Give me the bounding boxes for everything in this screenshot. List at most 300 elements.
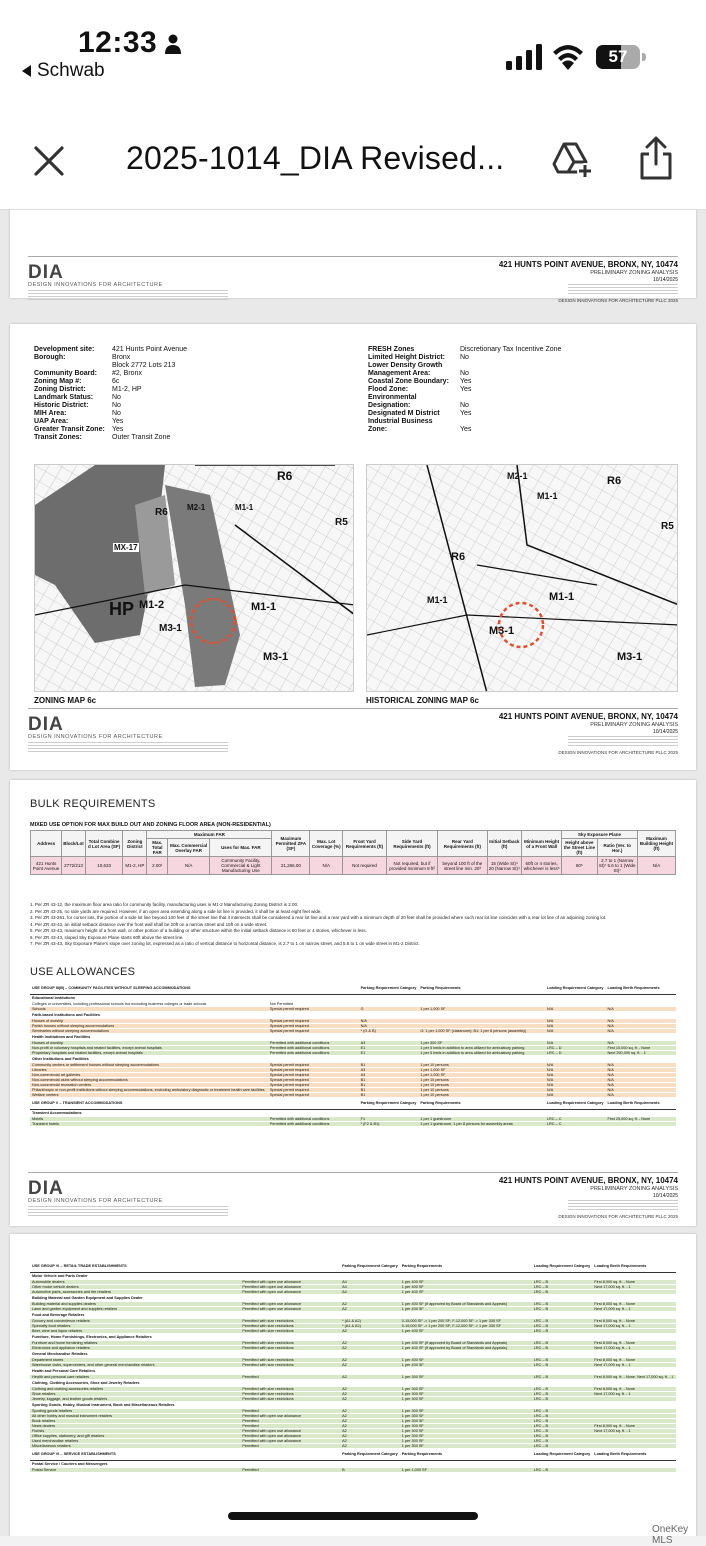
use-cell: Loading Berth Requirements — [592, 1448, 676, 1460]
use-cell: Postal Service / Couriers and Messengers — [30, 1460, 240, 1467]
back-arrow-icon — [22, 65, 31, 77]
map-label: M1-1 — [251, 601, 277, 613]
map-label: M3-1 — [263, 651, 289, 663]
use-cell: * (A1 & A2) — [340, 1318, 400, 1323]
use-cell: Special permit required — [268, 1092, 359, 1097]
use-cell: News dealers — [30, 1423, 240, 1428]
use-cell: LRC – B — [532, 1323, 593, 1328]
use-cell: Permitted with open use allowance — [240, 1289, 340, 1294]
use-cell: LRC – B — [532, 1340, 593, 1345]
use-cell: A2 — [340, 1374, 400, 1379]
page-footer — [28, 710, 678, 762]
use-cell: Parking Requirement Category — [340, 1448, 400, 1460]
use-cell: LRC – B — [532, 1396, 593, 1401]
use-cell: 1 per 1,000 SF — [400, 1467, 532, 1472]
use-cell: Permitted — [240, 1374, 340, 1379]
use-cell: A2 — [340, 1428, 400, 1433]
use-cell: Building material and supplies dealers — [30, 1301, 240, 1306]
use-cell: LRC – B — [532, 1386, 593, 1391]
use-cell: N/A — [605, 1023, 676, 1028]
use-cell: Next 17,000 sq. ft. - 1 — [592, 1391, 676, 1396]
use-cell: Permitted — [240, 1418, 340, 1423]
use-cell: Special permit required — [268, 1023, 359, 1028]
use-cell: A2 — [340, 1413, 400, 1418]
use-cell: Permitted — [240, 1443, 340, 1448]
use-cell: First 8,000 sq. ft. - None — [592, 1318, 676, 1323]
use-cell: First 8,000 sq. ft. - None — [592, 1279, 676, 1284]
bulk-group-header: Sky Exposure Plane — [562, 831, 638, 839]
back-app-label: Schwab — [37, 60, 105, 81]
use-cell: LRC – B — [532, 1413, 593, 1418]
use-cell: 1 per 10 persons — [418, 1087, 545, 1092]
use-cell: USE GROUP V – TRANSIENT ACCOMMODATIONS — [30, 1097, 268, 1109]
use-cell: Parish houses without sleeping accommodations — [30, 1023, 268, 1028]
use-cell: Permitted with size restrictions — [240, 1340, 340, 1345]
use-cell: 1 per 400 SF (If approved by Board of Standards and Appeals) — [400, 1301, 532, 1306]
use-cell: N/A — [605, 1077, 676, 1082]
copyright: DESIGN INNOVATIONS FOR ARCHITECTURE PLLC 2025 — [558, 298, 678, 303]
use-cell: Automobile dealers — [30, 1279, 240, 1284]
site-info-key: Lower Density Growth — [368, 362, 443, 369]
map-label: M3-1 — [617, 651, 643, 663]
use-cell — [532, 1272, 593, 1279]
use-cell — [418, 1033, 545, 1040]
use-cell: 1 per 300 SF — [400, 1408, 532, 1413]
use-cell — [268, 1109, 359, 1116]
use-cell: N/A — [605, 1028, 676, 1033]
use-cell: 1 per 300 SF — [400, 1386, 532, 1391]
use-cell: Next 17,000 sq. ft. - 1 — [592, 1428, 676, 1433]
use-cell: B1 — [359, 1082, 419, 1087]
use-cell: 0-15,000 SF -> 1 per 200 SF; F-12,000 SF -> 1 per 330 SF — [400, 1323, 532, 1328]
use-cell: LRC – B — [532, 1289, 593, 1294]
site-info-key: Borough: — [34, 354, 66, 361]
bulk-header: Uses for Max. FAR — [210, 839, 272, 857]
use-cell: Houses of worship — [30, 1018, 268, 1023]
use-cell: Special permit required — [268, 1087, 359, 1092]
use-cell — [532, 1379, 593, 1386]
use-cell: Clothing and clothing accessories retailers — [30, 1386, 240, 1391]
use-cell: Next 17,000 sq. ft. - 1 — [592, 1362, 676, 1367]
use-cell: Permitted with size restrictions — [240, 1396, 340, 1401]
site-info-key: Community Board: — [34, 370, 97, 377]
use-cell: N/A — [545, 1023, 606, 1028]
use-cell: Permitted with size restrictions — [240, 1357, 340, 1362]
use-cell: First 8,000 sq. ft. - None — [592, 1423, 676, 1428]
use-cell: 1 per 300 SF — [400, 1428, 532, 1433]
bulk-cell: 60ft or 4 stories, whichever is less⁵ — [522, 857, 562, 875]
use-cell — [592, 1460, 676, 1467]
use-cell: N/A — [605, 1006, 676, 1011]
use-group-header — [30, 1097, 676, 1109]
use-cell: Sporting Goods, Hobby, Musical Instrument, Book and Miscellaneous Retailers — [30, 1401, 240, 1408]
use-cell: N/A — [545, 1082, 606, 1087]
site-info-key: Greater Transit Zone: — [34, 426, 105, 433]
use-cell: N/A — [359, 1023, 419, 1028]
use-cell: USE GROUP VI – RETAIL TRADE ESTABLISHMENTS — [30, 1260, 240, 1272]
use-cell: Faith-based Institutions and Facilities — [30, 1011, 268, 1018]
use-cell: Health and Personal Care Retailers — [30, 1367, 240, 1374]
use-cell: Book retailers — [30, 1418, 240, 1423]
use-cell: Shoe retailers — [30, 1391, 240, 1396]
use-cell: Not Permitted — [268, 1001, 359, 1006]
pdf-viewer[interactable] — [0, 210, 706, 1536]
bulk-note: 7. Per ZR 43-43, Sky Exposure Plane's slope over zoning lot, expressed as a ratio of vertical distance to horizontal distance, is 2.7 to 1 on narrow street, and 5.6 to 1 on wide street in M1-2 District. — [30, 941, 420, 946]
use-cell: A4 — [340, 1279, 400, 1284]
use-cell: N/A — [545, 1072, 606, 1077]
use-cell: 1 per 300 SF — [400, 1443, 532, 1448]
use-cell: 1 per 400 SF — [400, 1279, 532, 1284]
map-label: M3-1 — [159, 623, 182, 634]
use-cell: Loading Requirement Category — [545, 1097, 606, 1109]
use-cell — [400, 1401, 532, 1408]
use-cell — [240, 1333, 340, 1340]
use-cell: E1 — [359, 1045, 419, 1050]
map-label: HP — [109, 599, 135, 619]
use-cell: Non-commercial recreation centers — [30, 1082, 268, 1087]
use-cell: Parking Requirement Category — [340, 1260, 400, 1272]
page-footer — [28, 1174, 678, 1226]
bulk-note: 2. Per ZR 43-25, no side yards are required. However, if an open area extending along a side lot line is provided, it shall be at least eight feet wide. — [30, 908, 322, 914]
site-info-key: MIH Area: — [34, 410, 67, 417]
use-cell — [400, 1379, 532, 1386]
use-cell — [545, 994, 606, 1001]
use-category-row — [30, 1367, 676, 1374]
use-cell — [240, 1379, 340, 1386]
use-category-row — [30, 1011, 676, 1018]
use-cell — [592, 1311, 676, 1318]
use-cell: A2 — [340, 1396, 400, 1401]
use-cell: B — [340, 1467, 400, 1472]
bulk-cell: 21,266.00 — [272, 857, 310, 875]
bulk-note: 4. Per ZR 43-43, an initial setback distance over the front wall shall be 20ft on a narrow street and 15ft on a wide street. — [30, 921, 268, 927]
use-cell: Permitted with additional conditions — [268, 1050, 359, 1055]
bulk-cell: 421 Hunts Point Avenue — [31, 857, 62, 875]
bulk-header: Ratio (Ver. to Hor.) — [597, 839, 637, 857]
use-group-header — [30, 1260, 676, 1272]
project-address: 421 HUNTS POINT AVENUE, BRONX, NY, 10474 — [498, 260, 678, 269]
bulk-cell: 10,633 — [85, 857, 123, 875]
use-cell: Food and Beverage Retailers — [30, 1311, 240, 1318]
bulk-cell: beyond 100 ft of the street line min. 20³ — [438, 857, 487, 875]
bulk-header: Maximum Permitted ZFA (SF) — [272, 831, 310, 857]
site-info-row — [34, 386, 254, 394]
use-cell: LRC – B — [532, 1284, 593, 1289]
firm-subtitle: DESIGN INNOVATIONS FOR ARCHITECTURE — [28, 1198, 163, 1204]
use-cell: 1 per 400 SF — [400, 1328, 532, 1333]
bulk-note: 6. Per ZR 43-43, sloped Sky Exposure Plane starts 60ft above the street line. — [30, 934, 184, 940]
use-cell: 1 per 10 persons — [418, 1082, 545, 1087]
use-cell: 1 per 1,000 SF — [418, 1006, 545, 1011]
site-info-value: No — [460, 402, 469, 409]
back-to-app-link[interactable] — [22, 60, 105, 82]
map-label: R5 — [335, 517, 348, 528]
site-info-value: Yes — [112, 426, 124, 433]
person-icon — [164, 34, 182, 54]
use-cell: Postal Service — [30, 1467, 240, 1472]
use-category-row — [30, 1401, 676, 1408]
site-info-key: Designation: — [368, 402, 411, 409]
use-group-header — [30, 1448, 676, 1460]
bulk-group-header: Maximum FAR — [147, 831, 272, 839]
use-cell — [240, 1367, 340, 1374]
map-label: R6 — [277, 469, 293, 483]
use-cell: Lawn and garden equipment and supplies retailers — [30, 1306, 240, 1311]
use-cell — [605, 1033, 676, 1040]
use-cell: Permitted with size restrictions — [240, 1391, 340, 1396]
use-cell: 1 per 5 beds in addition to area utilized for ambulatory parking — [418, 1045, 545, 1050]
historical-map-caption: HISTORICAL ZONING MAP 6c — [366, 696, 479, 705]
use-cell — [268, 1033, 359, 1040]
site-info-key: Industrial Business — [368, 418, 433, 425]
use-cell: Furniture, Home Furnishings, Electronics, and Appliance Retailers — [30, 1333, 240, 1340]
map-label: M1-1 — [549, 591, 575, 603]
use-row — [30, 1467, 676, 1472]
use-cell: 1 per 300 SF — [400, 1423, 532, 1428]
use-cell: Jewelry, luggage, and leather goods retailers — [30, 1396, 240, 1401]
page-footer — [28, 258, 678, 310]
use-cell: LRC – D — [545, 1050, 606, 1055]
use-cell — [268, 1011, 359, 1018]
use-cell: LRC – B — [532, 1328, 593, 1333]
use-cell: Non-profit or voluntary hospitals and related facilities, except animal hospitals — [30, 1045, 268, 1050]
use-cell: Permitted with open use allowance — [240, 1413, 340, 1418]
use-cell: 1 per 300 SF — [400, 1418, 532, 1423]
site-info-left — [34, 346, 254, 442]
site-info-value: No — [112, 410, 121, 417]
map-label: M1-2 — [139, 599, 165, 611]
use-cell: Permitted with open use allowance — [240, 1428, 340, 1433]
use-cell: LRC – B — [532, 1418, 593, 1423]
use-cell: Permitted with additional conditions — [268, 1121, 359, 1126]
use-cell: LRC – B — [532, 1301, 593, 1306]
use-cell: Non-commercial art galleries — [30, 1072, 268, 1077]
close-icon[interactable] — [32, 144, 66, 178]
zoning-map-caption: ZONING MAP 6c — [34, 696, 97, 705]
use-cell: N/A — [545, 1006, 606, 1011]
use-allowances-title: USE ALLOWANCES — [30, 966, 136, 978]
use-cell — [359, 994, 419, 1001]
use-row — [30, 1121, 676, 1126]
site-info-row — [368, 378, 628, 386]
site-info-row — [368, 426, 628, 434]
map-label: R6 — [155, 507, 168, 518]
use-cell: 1 per 300 SF — [400, 1433, 532, 1438]
use-cell: G — [359, 1006, 419, 1011]
use-cell: Special permit required — [268, 1077, 359, 1082]
bulk-header: Height above the Street Line (ft) — [562, 839, 597, 857]
use-cell — [605, 1011, 676, 1018]
use-cell — [545, 1109, 606, 1116]
use-cell — [340, 1294, 400, 1301]
zoning-map-graphic — [35, 465, 354, 692]
map-label: M1-1 — [537, 491, 558, 501]
site-info-row — [368, 394, 628, 402]
project-address: 421 HUNTS POINT AVENUE, BRONX, NY, 10474 — [498, 712, 678, 721]
use-cell — [340, 1350, 400, 1357]
use-cell — [418, 994, 545, 1001]
use-cell — [532, 1401, 593, 1408]
use-cell: B1 — [359, 1087, 419, 1092]
use-cell — [532, 1294, 593, 1301]
use-cell: Clothing, Clothing Accessories, Shoe and Jewelry Retailers — [30, 1379, 240, 1386]
use-cell: Parking Requirements — [418, 982, 545, 994]
bulk-cell: N/A — [310, 857, 343, 875]
site-info-value: Yes — [460, 426, 472, 433]
use-cell: 1 per 300 SF — [400, 1413, 532, 1418]
use-cell: Colleges or universities, including professional schools but excluding business colleges or trade schools — [30, 1001, 268, 1006]
site-info-key: Transit Zones: — [34, 434, 82, 441]
bulk-cell: Not required — [343, 857, 387, 875]
use-cell: Beer, wine and liquor retailers — [30, 1328, 240, 1333]
use-cell: Parking Requirement Category — [359, 1097, 419, 1109]
use-category-row — [30, 1379, 676, 1386]
pdf-page-2 — [10, 324, 696, 770]
site-info-value: M1-2, HP — [112, 386, 142, 393]
use-cell — [592, 1367, 676, 1374]
use-cell: A2 — [340, 1433, 400, 1438]
site-info-value: Yes — [460, 410, 472, 417]
use-cell — [400, 1272, 532, 1279]
bulk-header: Block/Lot — [62, 831, 86, 857]
analysis-date: 10/14/2025 — [652, 729, 678, 735]
site-info-key: Environmental — [368, 394, 417, 401]
site-info-value: 6c — [112, 378, 120, 385]
use-cell: Used merchandise retailers — [30, 1438, 240, 1443]
site-info-key: Zone: — [368, 426, 388, 433]
site-info-key: Development site: — [34, 346, 95, 353]
use-cell: N/A — [545, 1040, 606, 1045]
use-cell: E1 — [359, 1050, 419, 1055]
use-cell: 1 per 1,000 SF — [418, 1067, 545, 1072]
use-cell: N/A — [545, 1092, 606, 1097]
use-allowance-table-continued — [30, 1260, 676, 1473]
use-cell — [418, 1109, 545, 1116]
use-cell: Next 17,000 sq. ft. - 1 — [592, 1323, 676, 1328]
use-cell: Permitted with open use allowance — [240, 1433, 340, 1438]
bulk-header: Rear Yard Requirements (ft) — [438, 831, 487, 857]
use-cell: Health Institutions and Facilities — [30, 1033, 268, 1040]
battery-icon — [596, 45, 646, 69]
use-cell — [605, 1121, 676, 1126]
use-cell: Next 17,000 sq. ft. - 1 — [592, 1345, 676, 1350]
use-cell — [340, 1367, 400, 1374]
dia-logo: DIA — [28, 714, 64, 735]
site-info-row — [34, 410, 254, 418]
use-cell: USE GROUP III(B) – COMMUNITY FACILITIES WITHOUT SLEEPING ACCOMMODATIONS — [30, 982, 268, 994]
site-info-key: Designated M District — [368, 410, 440, 417]
map-label: M1-1 — [235, 503, 254, 512]
use-cell — [340, 1401, 400, 1408]
bulk-cell: N/A — [168, 857, 210, 875]
use-cell: N/A — [545, 1028, 606, 1033]
use-cell: Specialty food retailers — [30, 1323, 240, 1328]
site-info-value: No — [112, 402, 121, 409]
site-info-value: Outer Transit Zone — [112, 434, 171, 441]
use-cell: N/A — [605, 1040, 676, 1045]
use-cell: N/A — [545, 1067, 606, 1072]
use-cell — [340, 1333, 400, 1340]
site-info-value: No — [460, 370, 469, 377]
site-info-value: 421 Hunts Point Avenue — [112, 346, 187, 353]
use-cell: LRC – B — [532, 1279, 593, 1284]
use-cell: 1 per 1 guestroom, 1 per 8 persons for assembly areas — [418, 1121, 545, 1126]
use-category-row — [30, 994, 676, 1001]
use-cell: Next 17,000 sq. ft. - 1 — [592, 1306, 676, 1311]
use-cell: LRC – B — [532, 1408, 593, 1413]
use-cell: Houses of worship — [30, 1040, 268, 1045]
use-cell: A2 — [340, 1340, 400, 1345]
bulk-subtitle: MIXED USE OPTION FOR MAX BUILD OUT AND ZONING FLOOR AREA (NON-RESIDENTIAL) — [30, 822, 271, 828]
use-cell: 1 per 400 SF — [400, 1306, 532, 1311]
bulk-cell: N/A — [637, 857, 675, 875]
use-cell: * (G & B) — [359, 1028, 419, 1033]
use-cell: Special permit required — [268, 1067, 359, 1072]
use-cell — [605, 1055, 676, 1062]
use-cell: USE GROUP VI – SERVICE ESTABLISHMENTS — [30, 1448, 240, 1460]
use-category-row — [30, 1055, 676, 1062]
use-cell: Permitted with additional conditions — [268, 1116, 359, 1121]
use-cell — [400, 1460, 532, 1467]
use-cell — [545, 1033, 606, 1040]
use-cell — [340, 1460, 400, 1467]
use-cell: N/A — [605, 1092, 676, 1097]
site-info-row — [34, 418, 254, 426]
site-info-key — [34, 362, 112, 370]
bulk-cell: 2772/213 — [62, 857, 86, 875]
use-category-row — [30, 1333, 676, 1340]
use-cell: Loading Berth Requirements — [605, 1097, 676, 1109]
bulk-header: Total Combine d Lot Area (SF) — [85, 831, 123, 857]
map-label: R5 — [661, 521, 674, 532]
use-cell: Loading Requirement Category — [545, 982, 606, 994]
analysis-label: PRELIMINARY ZONING ANALYSIS — [590, 722, 678, 728]
share-icon[interactable] — [638, 136, 674, 180]
pdf-page-1 — [10, 210, 696, 303]
home-indicator[interactable] — [228, 1512, 478, 1520]
use-cell: Parking Requirement Category — [359, 982, 419, 994]
use-cell: Proprietary hospitals and related facilities, except animal hospitals — [30, 1050, 268, 1055]
use-cell: A2 — [340, 1345, 400, 1350]
use-cell: LRC – D — [545, 1045, 606, 1050]
use-cell — [532, 1367, 593, 1374]
use-cell: Permitted with additional conditions — [268, 1045, 359, 1050]
site-info-value: #2, Bronx — [112, 370, 142, 377]
use-cell: Loading Berth Requirements — [592, 1260, 676, 1272]
use-cell: N/A — [545, 1018, 606, 1023]
use-cell — [532, 1311, 593, 1318]
add-to-drive-icon[interactable] — [552, 140, 594, 180]
use-cell: 1 per 400 SF — [400, 1357, 532, 1362]
copyright: DESIGN INNOVATIONS FOR ARCHITECTURE PLLC 2025 — [558, 1214, 678, 1219]
use-cell: 1 per 5 beds in addition to area utilized for ambulatory parking — [418, 1050, 545, 1055]
site-info-row — [34, 354, 254, 362]
site-info-row — [368, 354, 628, 362]
use-cell: N/A — [605, 1087, 676, 1092]
bulk-header: Front Yard Requirements (ft) — [343, 831, 387, 857]
use-cell: Educational Institutions — [30, 994, 268, 1001]
use-cell: Motor Vehicle and Parts Dealer — [30, 1272, 240, 1279]
use-cell: LRC – B — [532, 1345, 593, 1350]
use-cell: Permitted with size restrictions — [240, 1362, 340, 1367]
use-category-row — [30, 1272, 676, 1279]
use-cell: Office supplies, stationery, and gift retailers — [30, 1433, 240, 1438]
use-cell — [240, 1260, 340, 1272]
use-cell: First 25,000 sq. ft. - None — [605, 1116, 676, 1121]
use-cell: LRC – B — [532, 1433, 593, 1438]
use-cell: Schools — [30, 1006, 268, 1011]
use-cell — [268, 982, 359, 994]
